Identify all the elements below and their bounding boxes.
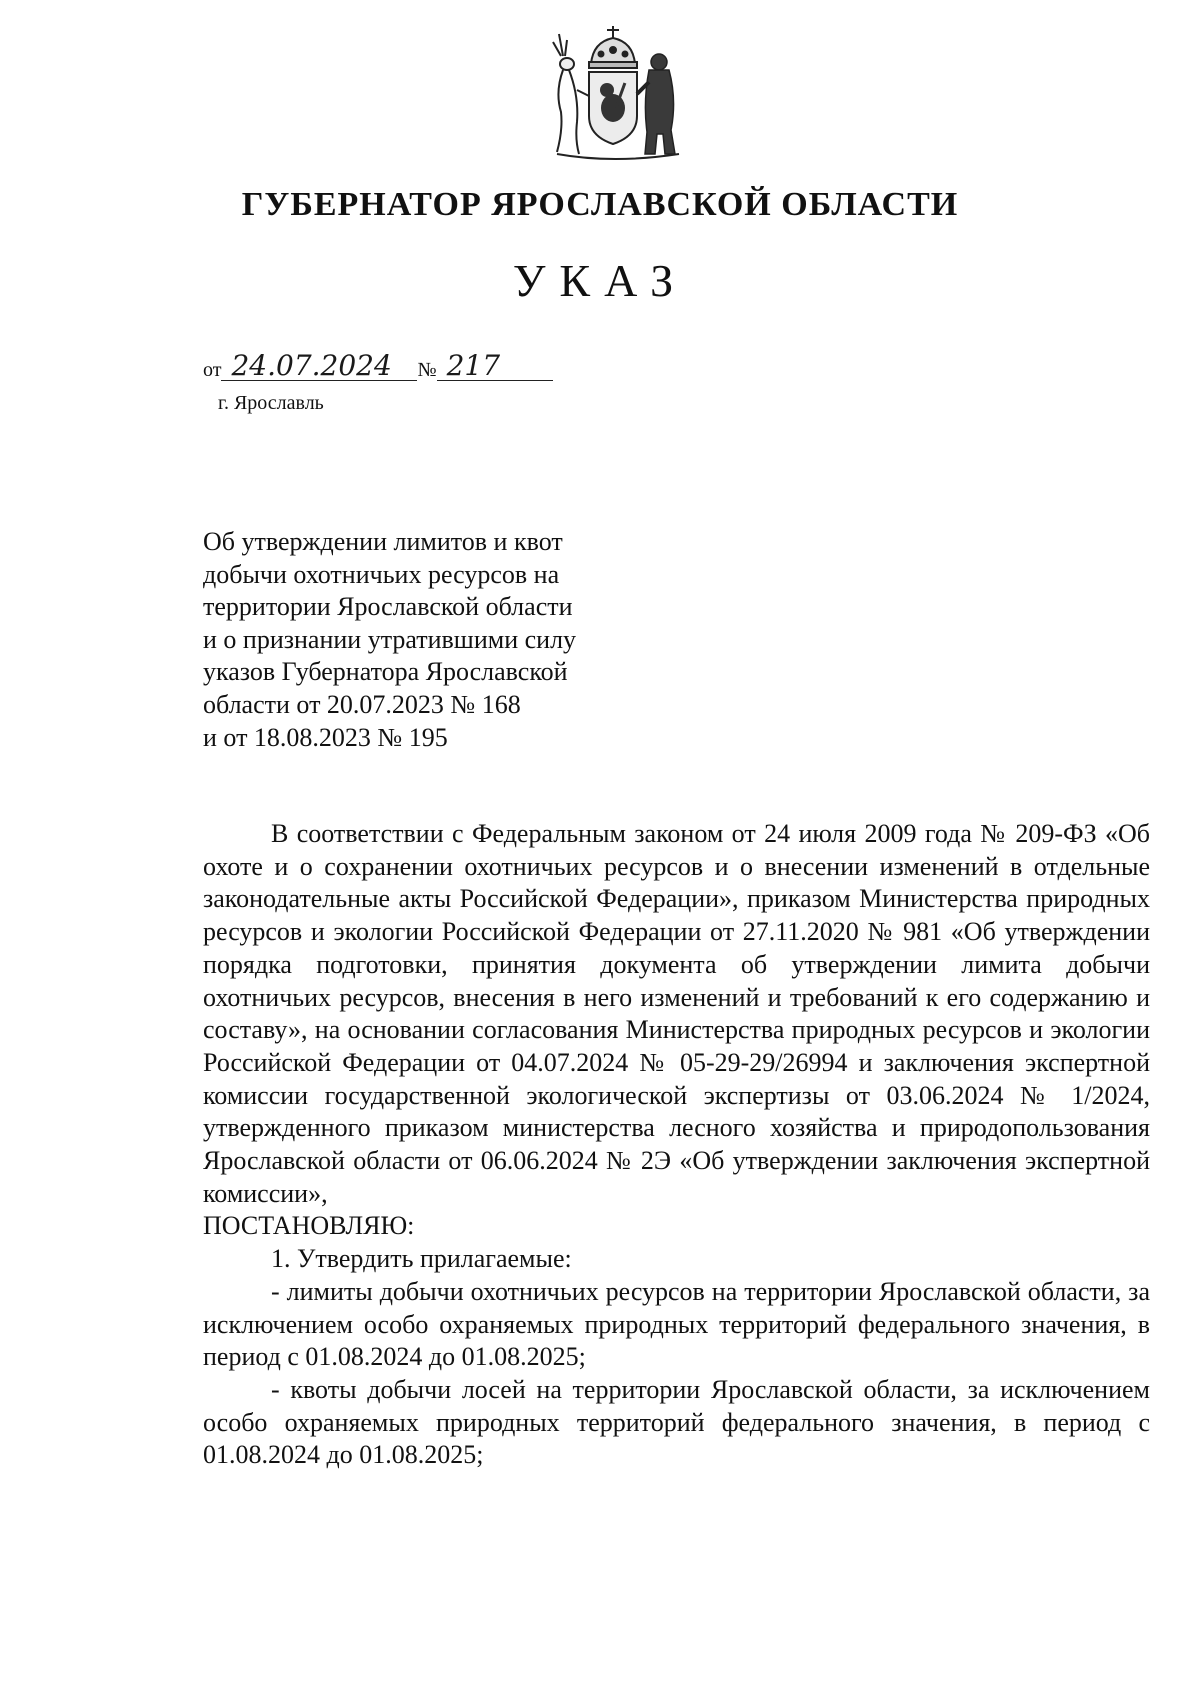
- date-number-line: [203, 349, 553, 382]
- document-body: [203, 818, 1150, 1472]
- issuing-authority: ГУБЕРНАТОР ЯРОСЛАВСКОЙ ОБЛАСТИ: [241, 186, 959, 223]
- subject-line: и от 18.08.2023 № 195: [203, 722, 448, 752]
- item-1-limits: - лимиты добычи охотничьих ресурсов на территории Ярославской области, за исключением особо охраняемых природных территорий федерального значения, в период с 01.08.2024 до 01.08.2025;: [203, 1276, 1150, 1372]
- subject-line: указов Губернатора Ярославской: [203, 657, 568, 687]
- crown-icon: [589, 26, 637, 68]
- item-1-quotas: - квоты добычи лосей на территории Ярославской области, за исключением особо охраняемых природных территорий федерального значения, в период с 01.08.2024 до 01.08.2025;: [203, 1374, 1150, 1470]
- subject-line: области от 20.07.2023 № 168: [203, 689, 521, 719]
- document-type-title: УКАЗ: [512, 255, 688, 306]
- date-label: от: [203, 359, 222, 381]
- bear-icon: [600, 82, 626, 122]
- coat-of-arms-emblem: [533, 12, 693, 167]
- document-subject: [203, 526, 623, 754]
- decree-word: ПОСТАНОВЛЯЮ:: [203, 1211, 415, 1241]
- subject-line: Об утверждении лимитов и квот: [203, 527, 563, 556]
- number-value: 217: [437, 352, 553, 381]
- city-label: г. Ярославль: [218, 392, 324, 414]
- standing-bear-icon: [637, 54, 675, 154]
- item-1: 1. Утвердить прилагаемые:: [271, 1244, 572, 1274]
- subject-line: и о признании утратившими силу: [203, 624, 577, 654]
- deer-icon: [553, 34, 589, 154]
- preamble-paragraph: В соответствии с Федеральным законом от 24 июля 2009 года № 209-ФЗ «Об охоте и о сохранении охотничьих ресурсов и о внесении изменений в отдельные законодательные акты Российской Федерации», приказом Министерства природных ресурсов и экологии Российской Федерации от 27.11.2020 № 981 «Об утверждении порядка подготовки, принятия документа об утверждении лимита добычи охотничьих ресурсов, внесения в него изменений и требований к его содержанию и составу», на основании согласования Министерства природных ресурсов и экологии Российской Федерации от 04.07.2024 № 05-29-29/26994 и заключения экспертной комиссии государственной экологической экспертизы от 03.06.2024 № 1/2024, утвержденного приказом министерства лесного хозяйства и природопользования Ярославской области от 06.06.2024 № 2Э «Об утверждении заключения экспертной комиссии»,: [203, 819, 1150, 1208]
- subject-line: территории Ярославской области: [203, 592, 573, 622]
- subject-line: добычи охотничьих ресурсов на: [203, 559, 560, 589]
- number-label: №: [417, 359, 437, 381]
- date-value: 24.07.2024: [221, 352, 417, 381]
